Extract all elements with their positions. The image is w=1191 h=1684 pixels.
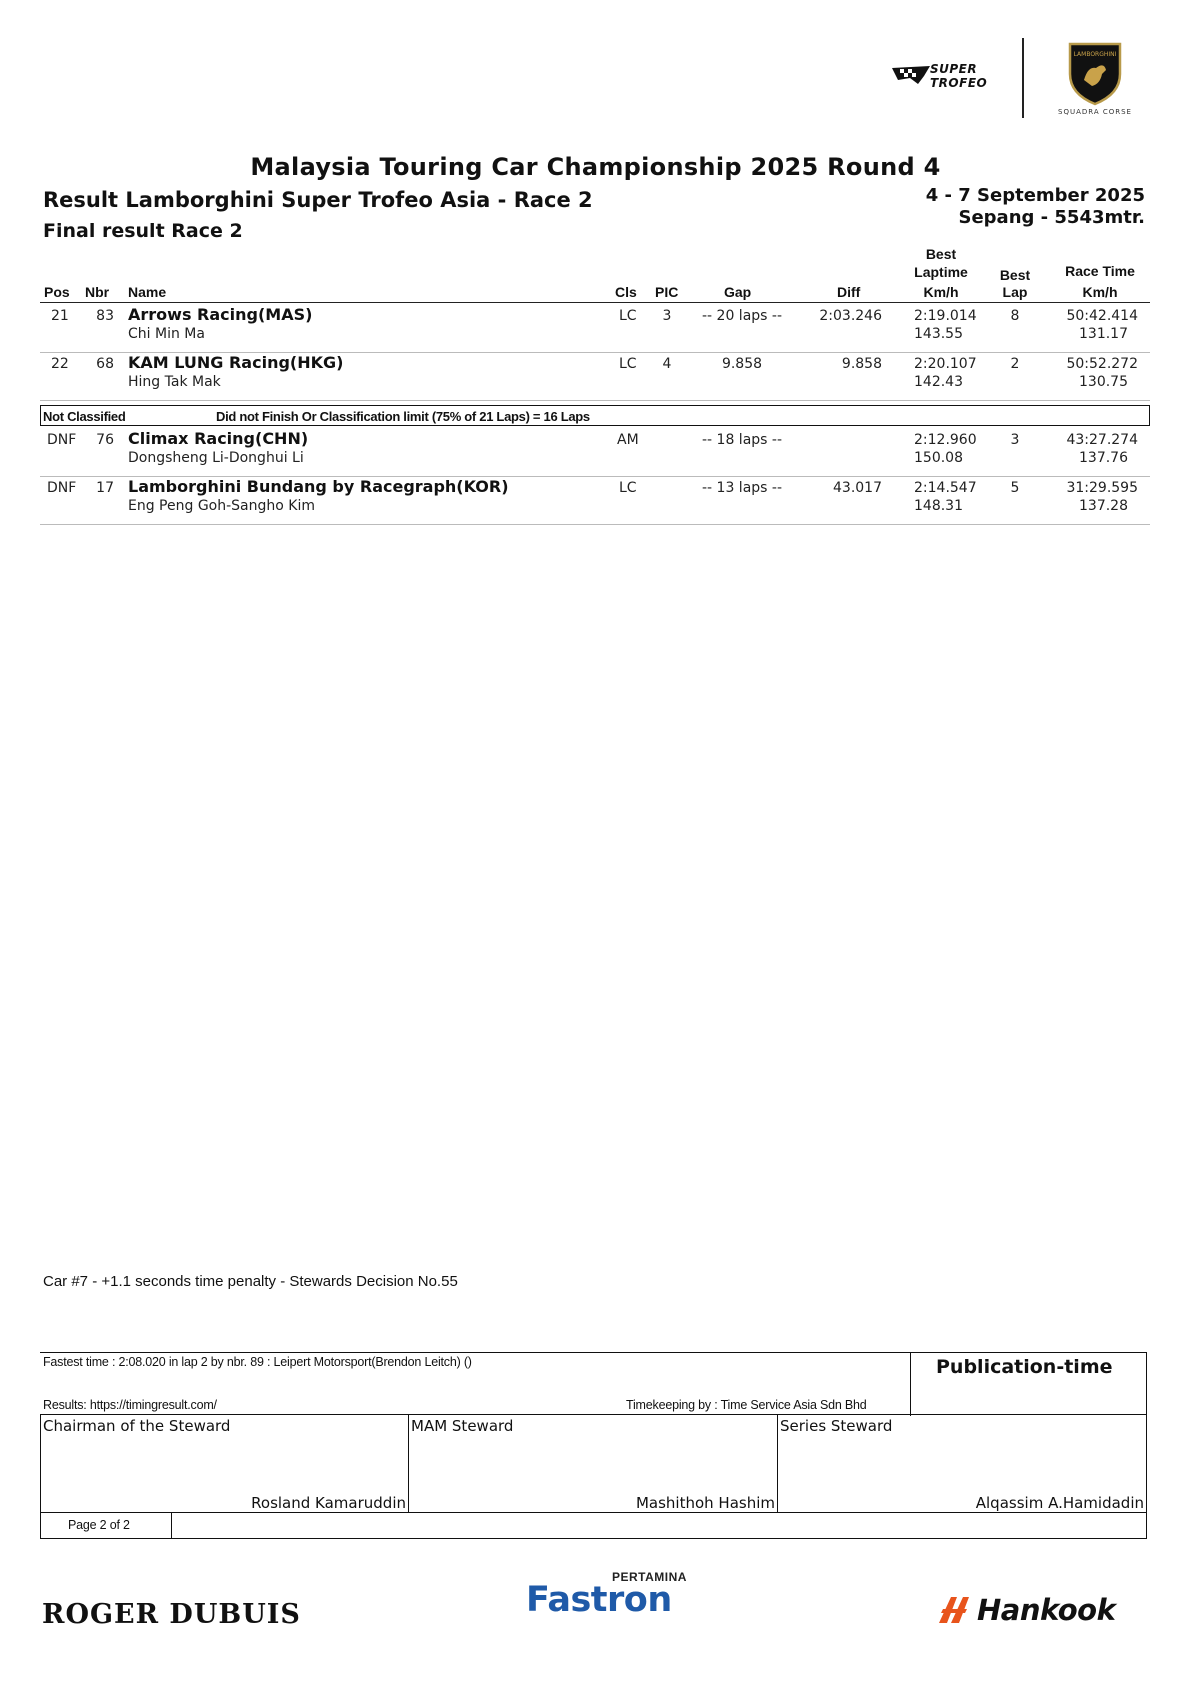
row-drivers: Dongsheng Li-Donghui Li [128,450,304,466]
squadra-corse-text: SQUADRA CORSE [1058,108,1132,116]
row-drivers: Chi Min Ma [128,326,205,342]
col-header-pic: PIC [655,284,679,300]
row-diff: 9.858 [841,356,882,372]
not-classified-band [40,405,1150,426]
row-cls: LC [619,480,637,496]
fastest-time: Fastest time : 2:08.020 in lap 2 by nbr. 89 : Leipert Motorsport(Brendon Leitch) () [43,1355,472,1369]
publication-time-label: Publication-time [936,1356,1113,1378]
row-pos: DNF [47,432,77,448]
result-title: Result Lamborghini Super Trofeo Asia - Race 2 [43,188,593,212]
steward-name: Mashithoh Hashim [635,1494,775,1512]
stewards-col-rule [777,1414,778,1512]
row-race-time: 50:52.272 [1066,356,1138,372]
hankook-text: Hankook [977,1593,1116,1627]
row-best-laptime: 2:20.107 [914,356,977,372]
row-gap: -- 20 laps -- [701,308,783,324]
row-pos: DNF [47,480,77,496]
roger-dubuis-logo: ROGER DUBUIS [42,1599,301,1630]
lamborghini-shield-icon [1066,40,1124,106]
row-race-kmh: 137.28 [1079,498,1128,514]
row-nbr: 17 [96,480,114,496]
super-trofeo-logo [890,58,1000,98]
col-header-pos: Pos [44,284,70,300]
row-gap: -- 18 laps -- [701,432,783,448]
row-cls: LC [619,356,637,372]
event-dates: 4 - 7 September 2025 [925,185,1145,206]
col-header-cls: Cls [615,284,637,300]
row-nbr: 83 [96,308,114,324]
row-drivers: Eng Peng Goh-Sangho Kim [128,498,315,514]
lambo-badge-text: LAMBORGHINI [1073,51,1117,58]
steward-title: Chairman of the Steward [43,1417,231,1435]
row-race-time: 50:42.414 [1066,308,1138,324]
stewards-left-rule [40,1414,41,1512]
not-classified-label: Not Classified [43,409,126,424]
row-best-lap: 8 [1010,308,1020,324]
row-best-lap: 5 [1010,480,1020,496]
timekeeping-credit: Timekeeping by : Time Service Asia Sdn Bhd [626,1398,867,1412]
penalty-note: Car #7 - +1.1 seconds time penalty - Stewards Decision No.55 [43,1273,458,1290]
row-best-lap: 2 [1010,356,1020,372]
row-nbr: 68 [96,356,114,372]
row-race-time: 43:27.274 [1066,432,1138,448]
super-trofeo-text: SUPER TROFEO [930,62,988,90]
col-header-best-laptime-3: Km/h [923,284,959,300]
checkered-flag-icon [890,64,934,86]
row-cls: LC [619,308,637,324]
fastron-text: Fastron [526,1580,672,1620]
event-venue: Sepang - 5543mtr. [958,207,1145,228]
row-team: Lamborghini Bundang by Racegraph(KOR) [128,477,509,496]
stewards-bottom-rule [40,1512,1146,1513]
header-rule [40,302,1150,303]
row-race-kmh: 130.75 [1079,374,1128,390]
row-best-kmh: 143.55 [914,326,963,342]
page-box-left-rule [40,1512,41,1539]
col-header-nbr: Nbr [85,284,110,300]
classification-limit-text: Did not Finish Or Classification limit (75% of 21 Laps) = 16 Laps [216,409,590,424]
pertamina-fastron-logo [526,1570,706,1630]
row-pic: 4 [662,356,672,372]
row-best-kmh: 150.08 [914,450,963,466]
results-url[interactable]: Results: https://timingresult.com/ [43,1398,217,1412]
row-best-laptime: 2:14.547 [914,480,977,496]
col-header-best-laptime-2: Laptime [914,264,968,280]
steward-name: Rosland Kamaruddin [251,1494,406,1512]
steward-title: Series Steward [780,1417,893,1435]
row-race-time: 31:29.595 [1066,480,1138,496]
footer-divider [910,1352,911,1416]
lamborghini-squadra-corse-logo [1052,40,1138,118]
row-best-laptime: 2:12.960 [914,432,977,448]
row-best-lap: 3 [1010,432,1020,448]
row-best-laptime: 2:19.014 [914,308,977,324]
col-header-gap: Gap [724,284,752,300]
steward-title: MAM Steward [411,1417,514,1435]
hankook-flame-icon [937,1595,979,1625]
page-box-bottom-rule [40,1538,1147,1539]
col-header-diff: Diff [837,284,861,300]
col-header-best-lap-1: Best [999,267,1031,283]
col-header-race-time-2: Km/h [1082,284,1118,300]
row-best-kmh: 148.31 [914,498,963,514]
row-drivers: Hing Tak Mak [128,374,221,390]
stewards-right-rule [1146,1352,1147,1538]
page-number: Page 2 of 2 [68,1518,130,1532]
final-result-title: Final result Race 2 [43,220,243,242]
row-race-kmh: 137.76 [1079,450,1128,466]
col-header-race-time-1: Race Time [1065,263,1135,279]
stewards-top-rule [40,1414,1146,1415]
row-pic: 3 [662,308,672,324]
footer-top-rule [40,1352,1146,1353]
row-team: KAM LUNG Racing(HKG) [128,353,344,372]
row-best-kmh: 142.43 [914,374,963,390]
row-nbr: 76 [96,432,114,448]
row-pos: 22 [51,356,69,372]
event-title: Malaysia Touring Car Championship 2025 Round 4 [250,153,941,181]
row-gap: -- 13 laps -- [701,480,783,496]
row-divider [40,524,1150,525]
row-team: Arrows Racing(MAS) [128,305,313,324]
hankook-logo [937,1593,1142,1633]
row-team: Climax Racing(CHN) [128,429,309,448]
row-gap: 9.858 [721,356,763,372]
row-cls: AM [617,432,639,448]
row-diff: 43.017 [833,480,882,496]
pertamina-text: PERTAMINA [612,1570,687,1584]
row-diff: 2:03.246 [819,308,882,324]
col-header-best-laptime-1: Best [925,246,957,262]
row-pos: 21 [51,308,69,324]
col-header-best-lap-2: Lap [1002,284,1028,300]
row-race-kmh: 131.17 [1079,326,1128,342]
col-header-name: Name [128,284,167,300]
row-divider [40,400,1150,401]
steward-name: Alqassim A.Hamidadin [975,1494,1144,1512]
logo-divider [1022,38,1024,118]
page-box-col-rule [171,1512,172,1539]
stewards-col-rule [408,1414,409,1512]
